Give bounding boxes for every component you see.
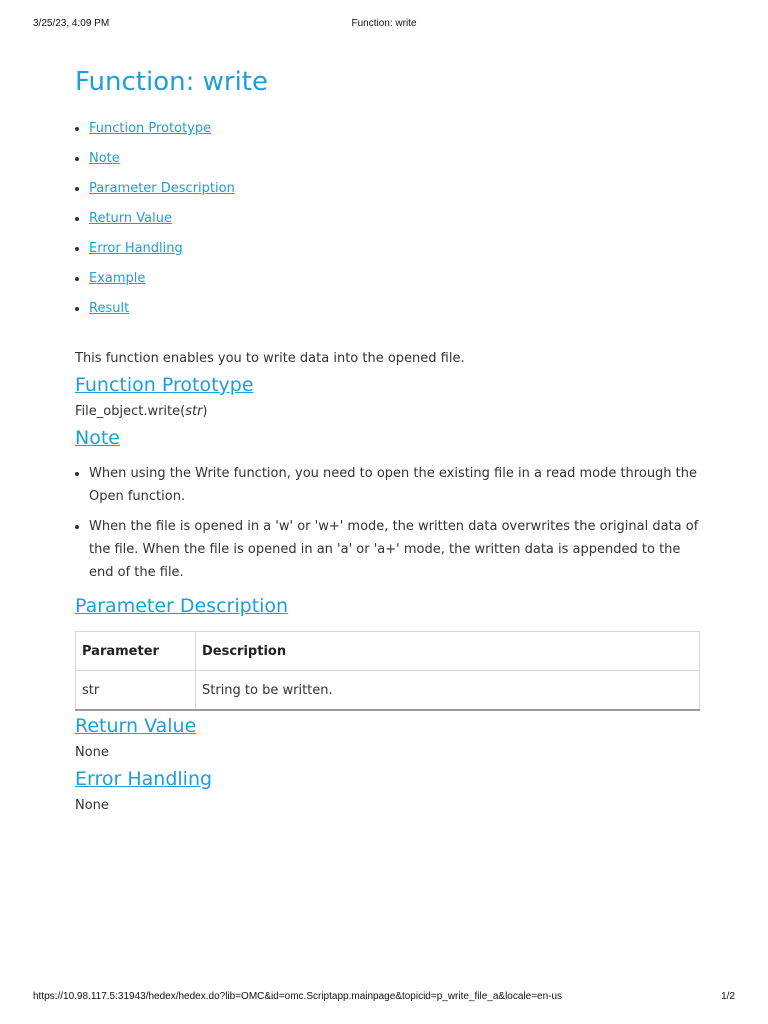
note-item: When the file is opened in a 'w' or 'w+' mode, the written data overwrites the original data of the file. When the file is opened in an 'a' or 'a+' mode, the written data is appended to the end of the file. xyxy=(75,515,700,584)
function-prototype-code xyxy=(75,400,700,423)
note-list xyxy=(75,462,700,584)
toc-item xyxy=(75,174,700,204)
page-number: 1/2 xyxy=(721,991,735,1002)
toc-item xyxy=(75,264,700,294)
heading-note[interactable]: Note xyxy=(75,427,120,449)
toc-link-return-value[interactable]: Return Value xyxy=(89,211,172,226)
heading-parameter-description[interactable]: Parameter Description xyxy=(75,595,289,617)
toc-link-parameter-description[interactable]: Parameter Description xyxy=(89,181,235,196)
toc-item xyxy=(75,234,700,264)
heading-return-value[interactable]: Return Value xyxy=(75,715,197,737)
table-row xyxy=(76,671,700,711)
heading-error-handling[interactable]: Error Handling xyxy=(75,768,213,790)
intro-text: This function enables you to write data into the opened file. xyxy=(75,351,465,366)
main-content xyxy=(75,62,700,817)
toc-link-error-handling[interactable]: Error Handling xyxy=(89,241,183,256)
table-header-row xyxy=(76,632,700,671)
print-url: https://10.98.117.5:31943/hedex/hedex.do?lib=OMC&id=omc.Scriptapp.mainpage&topicid=p_write_file_a&locale=en-us xyxy=(33,991,563,1002)
toc-item xyxy=(75,114,700,144)
toc-link-example[interactable]: Example xyxy=(89,271,146,286)
print-header xyxy=(33,18,735,32)
column-header-parameter: Parameter xyxy=(76,632,196,671)
toc-link-result[interactable]: Result xyxy=(89,301,130,316)
toc-item xyxy=(75,144,700,174)
toc-item xyxy=(75,204,700,234)
heading-function-prototype[interactable]: Function Prototype xyxy=(75,374,254,396)
return-value-text: None xyxy=(75,745,109,760)
code-argument: str xyxy=(185,404,203,419)
cell-description: String to be written. xyxy=(196,671,700,711)
toc-link-note[interactable]: Note xyxy=(89,151,120,166)
parameter-table xyxy=(75,631,700,711)
column-header-description: Description xyxy=(196,632,700,671)
print-date: 3/25/23, 4:09 PM xyxy=(33,18,110,29)
toc-item xyxy=(75,294,700,324)
cell-parameter: str xyxy=(76,671,196,711)
toc-link-function-prototype[interactable]: Function Prototype xyxy=(89,121,212,136)
page-title: Function: write xyxy=(75,67,268,97)
print-footer xyxy=(33,991,735,1005)
print-title: Function: write xyxy=(351,18,417,29)
note-item: When using the Write function, you need to open the existing file in a read mode through the Open function. xyxy=(75,462,700,508)
table-of-contents xyxy=(75,114,700,324)
error-handling-text: None xyxy=(75,798,109,813)
code-suffix: ) xyxy=(202,404,208,419)
code-prefix: File_object.write( xyxy=(75,404,186,419)
